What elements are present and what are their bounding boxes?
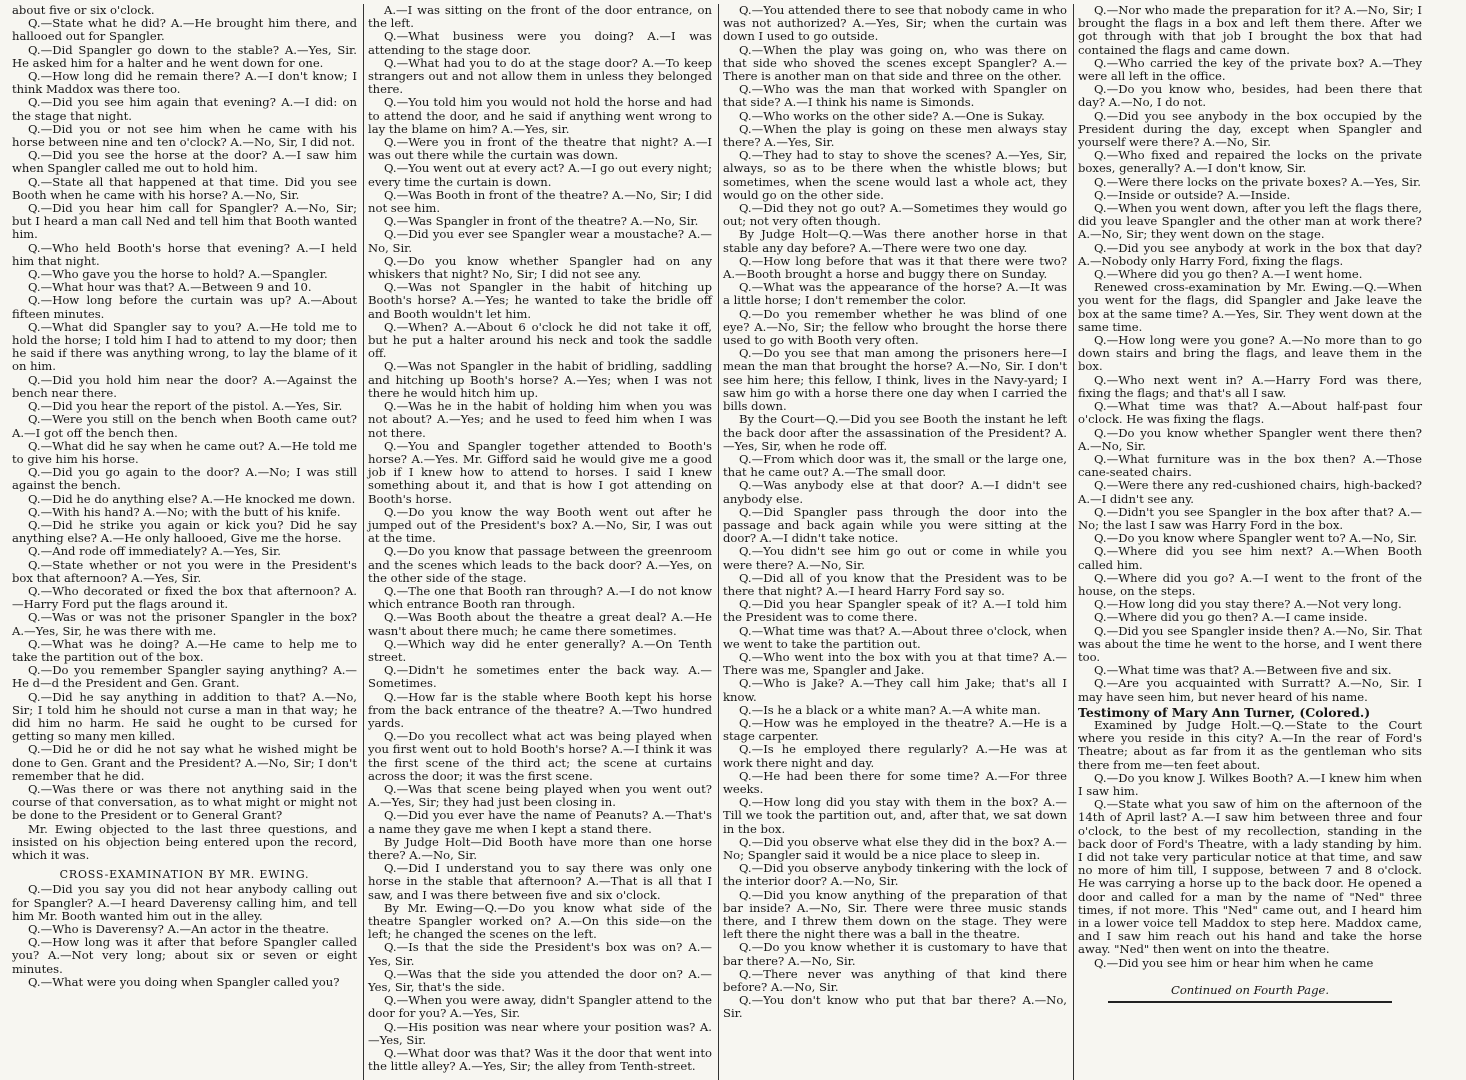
testimony-paragraph: Q.—Did you hear him call for Spangler? A.—No, Sir; but I heard a man call Ned and tell him that Booth wanted him. — [12, 201, 357, 242]
testimony-paragraph: Q.—Was there or was there not anything said in the course of that conversation, as to what might or might not be done to the President or to General Grant? — [12, 781, 357, 823]
testimony-paragraph: Q.—Did they not go out? A.—Sometimes they would go out; not very often though. — [723, 201, 1067, 229]
testimony-paragraph: Q.—He had been there for some time? A.—For three weeks. — [723, 768, 1067, 796]
testimony-paragraph: Q.—What business were you doing? A.—I was attending to the stage door. — [368, 29, 712, 57]
testimony-paragraph: Q.—How long was it after that before Spangler called you? A.—Not very long; about six or seven or eight minutes. — [12, 935, 357, 976]
testimony-paragraph: Q.—Which way did he enter generally? A.—On Tenth street. — [368, 636, 712, 664]
testimony-paragraph: Q.—With his hand? A.—No; with the butt of his knife. — [28, 504, 341, 519]
testimony-paragraph: By Mr. Ewing—Q.—Do you know what side of the theatre Spangler worked on? A.—On this side—on the left; he changed the scenes on the left. — [368, 900, 712, 942]
section-heading: CROSS-EXAMINATION BY MR. EWING. — [59, 868, 310, 882]
testimony-paragraph: Q.—Were there locks on the private boxes? A.—Yes, Sir. — [1094, 174, 1421, 189]
testimony-paragraph: Q.—When you were away, didn't Spangler attend to the door for you? A.—Yes, Sir. — [368, 993, 712, 1021]
testimony-paragraph: Q.—Did you see the horse at the door? A.—I saw him when Spangler called me out to hold him. — [12, 148, 357, 176]
testimony-paragraph: Q.—Who next went in? A.—Harry Ford was there, fixing the flags; and that's all I saw. — [1078, 372, 1422, 400]
column-4 — [1073, 4, 1428, 1080]
testimony-paragraph: Q.—They had to stay to shove the scenes? A.—Yes, Sir, always, so as to be there when the whistle blows; but sometimes, when the scene would last a whole act, they would go on the other side. — [723, 148, 1067, 202]
testimony-paragraph: Q.—From which door was it, the small or the large one, that he came out? A.—The small door. — [723, 451, 1067, 480]
testimony-paragraph: Q.—Was Booth about the theatre a great deal? A.—He wasn't about there much; he came there sometimes. — [368, 610, 712, 638]
testimony-paragraph: Q.—Where did you see him next? A.—When Booth called him. — [1078, 544, 1422, 572]
testimony-paragraph: Q.—Do you know whether it is customary to have that bar there? A.—No, Sir. — [723, 940, 1067, 968]
testimony-paragraph: Q.—Do you know that passage between the greenroom and the scenes which leads to the back door? A.—Yes, on the other side of the stage. — [368, 544, 712, 585]
testimony-paragraph: Q.—You and Spangler together attended to Booth's horse? A.—Yes. Mr. Gifford said he would give me a good job if I knew how to attend to horses. I said I knew something about it, and that is how I got attending on Booth's horse. — [368, 438, 712, 506]
testimony-paragraph: Q.—When the play was going on, who was there on that side who shoved the scenes except Spangler? A.—There is another man on that side and three on the other. — [723, 42, 1067, 84]
testimony-paragraph: Q.—What time was that? A.—About three o'clock, when we went to take the partition out. — [723, 623, 1067, 651]
testimony-paragraph: Q.—Were you still on the bench when Booth came out? A.—I got off the bench then. — [12, 412, 357, 440]
testimony-paragraph: Q.—Did you go again to the door? A.—No; I was still against the bench. — [12, 465, 357, 493]
testimony-paragraph: Q.—Were you in front of the theatre that night? A.—I was out there while the curtain was down. — [368, 135, 712, 163]
footer-rule — [1108, 1001, 1392, 1003]
testimony-paragraph: Q.—You attended there to see that nobody came in who was not authorized? A.—Yes, Sir; when the curtain was down I used to go outside. — [723, 4, 1067, 44]
testimony-paragraph: Q.—Did you hear the report of the pistol. A.—Yes, Sir. — [28, 399, 343, 414]
testimony-paragraph: Q.—Didn't you see Spangler in the box after that? A.—No; the last I saw was Harry Ford in the box. — [1078, 504, 1422, 532]
testimony-paragraph: Q.—Where did you go? A.—I went to the front of the house, on the steps. — [1078, 570, 1422, 598]
testimony-paragraph: Q.—How long were you gone? A.—No more than to go down stairs and bring the flags, and leave them in the box. — [1078, 333, 1422, 374]
testimony-heading: Testimony of Mary Ann Turner, (Colored.) — [1078, 704, 1371, 720]
testimony-paragraph: Q.—What was the appearance of the horse? A.—It was a little horse; I don't remember the color. — [723, 280, 1067, 308]
testimony-paragraph: Q.—Is he a black or a white man? A.—A white man. — [739, 702, 1041, 717]
testimony-paragraph: Q.—Was that scene being played when you went out? A.—Yes, Sir; they had just been closing in. — [368, 781, 712, 810]
testimony-paragraph: Q.—How was he employed in the theatre? A.—He is a stage carpenter. — [723, 715, 1067, 744]
testimony-paragraph: Q.—Did you know anything of the preparation of that bar inside? A.—No, Sir. There were three music stands there, and I threw them down on the stage. They were left there the night there was a ball in the theatre. — [723, 887, 1067, 942]
testimony-paragraph: Q.—You didn't see him go out or come in while you were there? A.—No, Sir. — [723, 544, 1067, 572]
testimony-paragraph: Q.—Was not Spangler in the habit of bridling, saddling and hitching up Booth's horse? A.—Yes; when I was not there he would hitch him up. — [368, 359, 712, 400]
testimony-paragraph: Q.—What door was that? Was it the door that went into the little alley? A.—Yes, Sir; the alley from Tenth-street. — [368, 1046, 712, 1074]
testimony-paragraph: Q.—Do you know whether Spangler went there then? A.—No, Sir. — [1078, 425, 1422, 453]
testimony-paragraph: Q.—Did you observe anybody tinkering with the lock of the interior door? A.—No, Sir. — [723, 861, 1067, 889]
testimony-paragraph: Q.—Do you know the way Booth went out after he jumped out of the President's box? A.—No, Sir, I was out at the time. — [368, 504, 712, 546]
testimony-paragraph: Q.—Were there any red-cushioned chairs, high-backed? A.—I didn't see any. — [1078, 478, 1422, 506]
testimony-paragraph: Q.—Was Booth in front of the theatre? A.—No, Sir; I did not see him. — [368, 187, 712, 216]
testimony-paragraph: Q.—Did you observe what else they did in the box? A.—No; Spangler said it would be a nice place to sleep in. — [723, 834, 1067, 862]
testimony-paragraph: Q.—What furniture was in the box then? A.—Those cane-seated chairs. — [1078, 451, 1422, 480]
testimony-paragraph: Q.—What did he say when he came out? A.—He told me to give him his horse. — [12, 438, 357, 466]
testimony-paragraph: Q.—State what he did? A.—He brought him there, and hallooed out for Spangler. — [12, 16, 357, 44]
testimony-paragraph: Q.—Who is Jake? A.—They call him Jake; that's all I know. — [723, 676, 1067, 704]
testimony-paragraph: Q.—Is that the side the President's box was on? A.—Yes, Sir. — [368, 940, 712, 968]
testimony-paragraph: Q.—Did Spangler pass through the door into the passage and back again while you were sitting at the door? A.—I didn't take notice. — [723, 504, 1067, 546]
testimony-paragraph: Q.—How long did you stay there? A.—Not very long. — [1094, 597, 1402, 612]
testimony-paragraph: Examined by Judge Holt.—Q.—State to the Court where you reside in this city? A.—In the rear of Ford's Theatre; about as far from it as the gentleman who sits there from me—ten feet about. — [1078, 717, 1422, 772]
testimony-paragraph: Q.—Who decorated or fixed the box that afternoon? A.—Harry Ford put the flags around it. — [12, 583, 357, 612]
column-3 — [718, 4, 1073, 1080]
testimony-paragraph: Q.—You don't know who put that bar there? A.—No, Sir. — [723, 993, 1067, 1021]
testimony-paragraph: Q.—Did you see him or hear him when he came — [1094, 955, 1374, 970]
testimony-paragraph: Q.—Did I understand you to say there was only one horse in the stable that afternoon? A.—That is all that I saw, and I was there between five and six o'clock. — [368, 861, 712, 902]
testimony-paragraph: Q.—Did you hear Spangler speak of it? A.—I told him the President was to come there. — [723, 597, 1067, 625]
testimony-paragraph: Q.—What time was that? A.—About half-past four o'clock. He was fixing the flags. — [1078, 399, 1422, 427]
testimony-paragraph: Q.—Where did you go then? A.—I came inside. — [1094, 610, 1368, 625]
testimony-paragraph: about five or six o'clock. — [12, 4, 155, 17]
testimony-paragraph: Q.—How long before the curtain was up? A.—About fifteen minutes. — [12, 293, 357, 321]
testimony-paragraph: Q.—Did Spangler go down to the stable? A.—Yes, Sir. He asked him for a halter and he went down for one. — [12, 42, 357, 70]
testimony-paragraph: Q.—Do you recollect what act was being played when you first went out to hold Booth's horse? A.—I think it was the first scene of the third act; the scene at curtains across the door; it was the first scene. — [368, 729, 712, 783]
testimony-paragraph: Q.—The one that Booth ran through? A.—I do not know which entrance Booth ran through. — [368, 583, 712, 612]
testimony-paragraph: Q.—Who was the man that worked with Spangler on that side? A.—I think his name is Simonds. — [723, 82, 1067, 110]
testimony-paragraph: Q.—Do you know who, besides, had been there that day? A.—No, I do not. — [1078, 82, 1422, 110]
testimony-paragraph: Q.—What time was that? A.—Between five and six. — [1094, 663, 1392, 678]
testimony-paragraph: Q.—State all that happened at that time. Did you see Booth when he came with his horse? A.—No, Sir. — [12, 174, 357, 202]
testimony-paragraph: Q.—Who held Booth's horse that evening? A.—I held him that night. — [12, 240, 357, 268]
testimony-paragraph: Q.—His position was near where your position was? A.—Yes, Sir. — [368, 1019, 712, 1047]
testimony-paragraph: Q.—Did you say you did not hear anybody calling out for Spangler? A.—I heard Daverensy calling him, and tell him Mr. Booth wanted him out in the alley. — [12, 882, 357, 923]
testimony-paragraph: Mr. Ewing objected to the last three questions, and insisted on his objection being entered upon the record, which it was. — [12, 821, 357, 862]
testimony-paragraph: Q.—Was he in the habit of holding him when you was not about? A.—Yes; and he used to feed him when I was not there. — [368, 399, 712, 440]
testimony-paragraph: Q.—How long did he remain there? A.—I don't know; I think Maddox was there too. — [12, 69, 357, 97]
continued-notice: Continued on Fourth Page. — [1170, 982, 1330, 997]
testimony-paragraph: By Judge Holt—Q.—Was there another horse in that stable any day before? A.—There were two one day. — [723, 227, 1067, 255]
testimony-paragraph: Q.—Was or was not the prisoner Spangler in the box? A.—Yes, Sir, he was there with me. — [12, 610, 357, 638]
testimony-paragraph: Q.—What hour was that? A.—Between 9 and 10. — [28, 280, 312, 295]
testimony-paragraph: Q.—Who works on the other side? A.—One is Sukay. — [739, 108, 1045, 123]
testimony-paragraph: Q.—Did you see anybody in the box occupied by the President during the day, except when Spangler and yourself were there? A.—No, Sir. — [1078, 108, 1422, 150]
testimony-paragraph: Q.—Who gave you the horse to hold? A.—Spangler. — [28, 267, 328, 282]
testimony-paragraph: Q.—How far is the stable where Booth kept his horse from the back entrance of the theatre? A.—Two hundred yards. — [368, 689, 712, 730]
testimony-paragraph: Q.—Who is Daverensy? A.—An actor in the theatre. — [28, 922, 330, 937]
testimony-paragraph: Q.—Do you know J. Wilkes Booth? A.—I knew him when I saw him. — [1078, 770, 1422, 798]
testimony-paragraph: Q.—Who went into the box with you at that time? A.—There was me, Spangler and Jake. — [723, 649, 1067, 678]
testimony-paragraph: Q.—Was that the side you attended the door on? A.—Yes, Sir, that's the side. — [368, 966, 712, 995]
testimony-paragraph: Q.—Do you remember Spangler saying anything? A.—He d—d the President and Gen. Grant. — [12, 663, 357, 691]
testimony-paragraph: Q.—There never was anything of that kind there before? A.—No, Sir. — [723, 966, 1067, 995]
testimony-paragraph: Q.—Nor who made the preparation for it? A.—No, Sir; I brought the flags in a box and left them there. After we got through with that job I brought the box that had contained the flags and came down. — [1078, 4, 1422, 57]
column-2 — [363, 4, 718, 1080]
testimony-paragraph: Q.—Did he strike you again or kick you? Did he say anything else? A.—He only hallooed, Give me the horse. — [12, 517, 357, 546]
testimony-paragraph: Q.—Who fixed and repaired the locks on the private boxes, generally? A.—I don't know, Sir. — [1078, 148, 1422, 176]
testimony-paragraph: Q.—Inside or outside? A.—Inside. — [1094, 187, 1291, 202]
testimony-paragraph: Q.—Did you hold him near the door? A.—Against the bench near there. — [12, 372, 357, 400]
testimony-paragraph: By Judge Holt—Did Booth have more than one horse there? A.—No, Sir. — [368, 834, 712, 862]
testimony-paragraph: Q.—Did you see Spangler inside then? A.—No, Sir. That was about the time he went to the horse, and I went there too. — [1078, 623, 1422, 664]
testimony-paragraph: Q.—Do you see that man among the prisoners here—I mean the man that brought the horse? A.—No, Sir. I don't see him here; this fellow, I think, lives in the Navy-yard; I saw him go with a horse there one day when I carried the bills down. — [723, 346, 1067, 414]
testimony-paragraph: Q.—Do you remember whether he was blind of one eye? A.—No, Sir; the fellow who brought the horse there used to go with Booth very often. — [723, 306, 1067, 348]
testimony-paragraph: Renewed cross-examination by Mr. Ewing.—Q.—When you went for the flags, did Spangler and Jake leave the box at the same time? A.—Yes, Sir. They went down at the same time. — [1078, 280, 1422, 334]
testimony-paragraph: Q.—Did you ever see Spangler wear a moustache? A.—No, Sir. — [368, 227, 712, 255]
column-1 — [8, 4, 363, 1080]
testimony-paragraph: Q.—Did you ever have the name of Peanuts? A.—That's a name they gave me when I kept a stand there. — [368, 808, 712, 836]
testimony-paragraph: Q.—How long did you stay with them in the box? A.—Till we took the partition out, and, after that, we sat down in the box. — [723, 795, 1067, 836]
testimony-paragraph: Q.—And rode off immediately? A.—Yes, Sir. — [28, 544, 281, 559]
testimony-paragraph: Q.—Did you or not see him when he came with his horse between nine and ten o'clock? A.—No, Sir, I did not. — [12, 121, 357, 150]
testimony-paragraph: Q.—What were you doing when Spangler called you? — [28, 974, 340, 989]
testimony-paragraph: Q.—Do you know where Spangler went to? A.—No, Sir. — [1094, 531, 1418, 546]
testimony-paragraph: By the Court—Q.—Did you see Booth the instant he left the back door after the assassination of the President? A.—Yes, Sir, when he rode off. — [723, 412, 1067, 453]
testimony-paragraph: Q.—What had you to do at the stage door? A.—To keep strangers out and not allow them in unless they belonged there. — [368, 55, 712, 97]
testimony-paragraph: Q.—Did he do anything else? A.—He knocked me down. — [28, 491, 356, 506]
testimony-paragraph: Q.—Didn't he sometimes enter the back way. A.—Sometimes. — [368, 663, 712, 691]
testimony-paragraph: Q.—Did he or did he not say what he wished might be done to Gen. Grant and the President? A.—No, Sir; I don't remember that he did. — [12, 742, 357, 783]
testimony-paragraph: Q.—You told him you would not hold the horse and had to attend the door, and he said if anything went wrong to lay the blame on him? A.—Yes, sir. — [368, 95, 712, 136]
testimony-paragraph: Q.—Do you know whether Spangler had on any whiskers that night? No, Sir; I did not see any. — [368, 253, 712, 282]
testimony-paragraph: Q.—Did you see him again that evening? A.—I did: on the stage that night. — [12, 95, 357, 123]
testimony-paragraph: Q.—Is he employed there regularly? A.—He was at work there night and day. — [723, 742, 1067, 770]
testimony-paragraph: Q.—How long before that was it that there were two? A.—Booth brought a horse and buggy there on Sunday. — [723, 253, 1067, 282]
testimony-paragraph: Q.—What was he doing? A.—He came to help me to take the partition out of the box. — [12, 636, 357, 664]
testimony-paragraph: Q.—Who carried the key of the private box? A.—They were all left in the office. — [1078, 55, 1422, 84]
testimony-paragraph: Q.—Did all of you know that the President was to be there that night? A.—I heard Harry Ford say so. — [723, 570, 1067, 598]
testimony-paragraph: Q.—When? A.—About 6 o'clock he did not take it off, but he put a halter around his neck and took the saddle off. — [368, 319, 712, 361]
testimony-paragraph: Q.—You went out at every act? A.—I go out every night; every time the curtain is down. — [368, 161, 712, 189]
testimony-paragraph: A.—I was sitting on the front of the door entrance, on the left. — [368, 4, 712, 31]
testimony-paragraph: Q.—Are you acquainted with Surratt? A.—No, Sir. I may have seen him, but never heard of his name. — [1078, 676, 1422, 704]
testimony-paragraph: Q.—Was not Spangler in the habit of hitching up Booth's horse? A.—Yes; he wanted to take the bridle off and Booth wouldn't let him. — [368, 280, 712, 321]
testimony-paragraph: Q.—State what you saw of him on the afternoon of the 14th of April last? A.—I saw him between three and four o'clock, to the best of my recollection, standing in the back door of Ford's Theatre, with a lady standing by him. I did not take very particular notice at that time, and saw no more of him till, I suppose, between 7 and 8 o'clock. He was carrying a horse up to the back door. He opened a door and called for a man by the name of "Ned" three times, if not more. This "Ned" came out, and I heard him in a lower voice tell Maddox to step here. Maddox came, and I saw him reach out his hand and take the horse away. "Ned" then went on into the theatre. — [1078, 797, 1422, 957]
testimony-paragraph: Q.—When you went down, after you left the flags there, did you leave Spangler and the other man at work there? A.—No, Sir; they went down on the stage. — [1078, 201, 1422, 242]
testimony-paragraph: Q.—Was anybody else at that door? A.—I didn't see anybody else. — [723, 478, 1067, 506]
testimony-paragraph: Q.—State whether or not you were in the President's box that afternoon? A.—Yes, Sir. — [12, 557, 357, 585]
testimony-paragraph: Q.—When the play is going on these men always stay there? A.—Yes, Sir. — [723, 121, 1067, 150]
testimony-paragraph: Q.—Where did you go then? A.—I went home. — [1094, 267, 1363, 282]
testimony-paragraph: Q.—What did Spangler say to you? A.—He told me to hold the horse; I told him I had to attend to my door; then he said if there was anything wrong, to lay the blame of it on him. — [12, 319, 357, 374]
testimony-paragraph: Q.—Did you see anybody at work in the box that day? A.—Nobody only Harry Ford, fixing the flags. — [1078, 240, 1422, 268]
testimony-paragraph: Q.—Was Spangler in front of the theatre? A.—No, Sir. — [384, 214, 699, 229]
testimony-paragraph: Q.—Did he say anything in addition to that? A.—No, Sir; I told him he should not curse a man in that way; he did him no harm. He said he ought to be cursed for getting so many men killed. — [12, 689, 357, 744]
